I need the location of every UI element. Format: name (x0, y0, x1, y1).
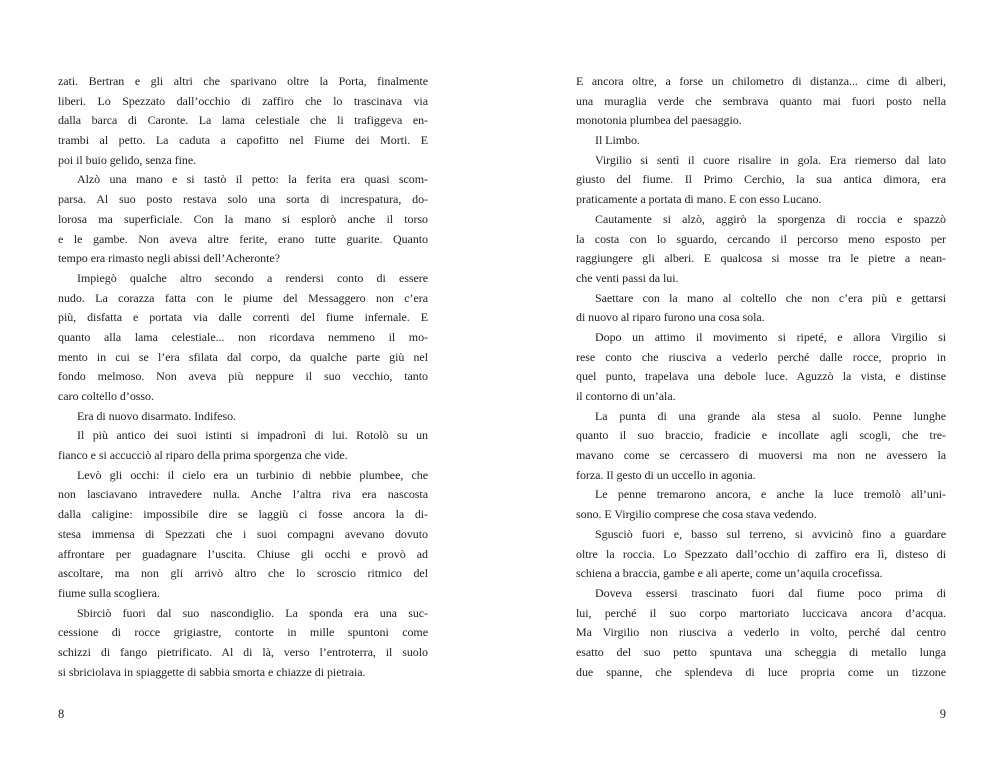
text-line: e le gambe. Non aveva altre ferite, erano tutte guarite. Quanto (58, 231, 428, 246)
text-line: La punta di una grande ala stesa al suolo. Penne lunghe (595, 408, 946, 423)
text-line: dalla caligine: impossibile dire se laggiù ci fosse ancora la di- (58, 507, 428, 522)
text-line: non lasciavano intravedere nulla. Anche l’altra riva era nascosta (58, 487, 428, 502)
text-line: Levò gli occhi: il cielo era un turbinio di nebbie plumbee, che (77, 467, 428, 482)
paragraph (58, 407, 428, 427)
paragraph (58, 426, 428, 465)
paragraph (576, 407, 946, 486)
text-line: ascoltare, ma non gli arrivò altro che lo scroscio ritmico del (58, 566, 428, 581)
paragraph (576, 328, 946, 407)
paragraph (58, 72, 428, 170)
text-line: due spanne, che splendeva di luce propria come un tizzone (576, 664, 946, 679)
text-line: Le penne tremarono ancora, e anche la luce tremolò all’uni- (595, 487, 946, 502)
text-line: Doveva essersi trascinato fuori dal fiume poco prima di (595, 585, 946, 600)
text-line: tempo era rimasto negli abissi dell’Acheronte? (58, 251, 280, 266)
page-number-left: 8 (58, 707, 65, 721)
paragraph (58, 466, 428, 604)
text-line: Saettare con la mano al coltello che non c’era più e gettarsi (595, 290, 946, 305)
text-line: lorosa ma superficiale. Con la mano si esplorò anche il torso (58, 211, 428, 226)
text-line: oltre la roccia. Lo Spezzato dall’occhio di zaffiro era lì, disteso di (576, 546, 946, 561)
text-line: che venti passi da lui. (576, 270, 679, 285)
text-line: parsa. Al suo posto restava solo una sorta di increspatura, do- (58, 192, 428, 207)
text-line: rese conto che riusciva a vederlo perché dalle rocce, proprio in (576, 349, 946, 364)
text-line: praticamente a portata di mano. E con esso Lucano. (576, 192, 822, 207)
paragraph (58, 170, 428, 268)
text-line: caro coltello d’osso. (58, 389, 154, 403)
text-line: mavano come se cercassero di muoversi ma non ne avessero la (576, 448, 946, 463)
paragraph (576, 210, 946, 289)
text-line: si sbriciolava in spiaggette di sabbia smorta e chiazze di pietraia. (58, 664, 366, 679)
text-line: Impiegò qualche altro secondo a rendersi conto di essere (77, 270, 428, 285)
text-line: una muraglia verde che sembrava quanto mai fuori posto nella (576, 93, 946, 108)
text-line: monotonia plumbea del paesaggio. (576, 113, 742, 128)
paragraph (576, 151, 946, 210)
text-line: la costa con lo sguardo, cercando il percorso meno esposto per (576, 231, 946, 246)
text-line: Cautamente si alzò, aggirò la sporgenza di roccia e spazzò (595, 211, 946, 226)
text-line: sono. E Virgilio comprese che cosa stava vedendo. (576, 507, 817, 522)
paragraph (576, 72, 946, 131)
text-line: zati. Bertran e gli altri che sparivano oltre la Porta, finalmente (58, 74, 428, 88)
text-line: trambi al petto. La caduta a capofitto nel Fiume dei Morti. E (58, 133, 428, 148)
text-line: più, disfatta e portata via dalle correnti del fiume infernale. E (58, 310, 428, 325)
text-line: raggiungere gli alberi. E qualcosa si mosse tra le pietre a nean- (576, 251, 946, 266)
text-line: liberi. Lo Spezzato dall’occhio di zaffiro che lo trascinava via (58, 93, 428, 108)
text-line: quel punto, trapelava una debole luce. Aguzzò la vista, e distinse (576, 369, 946, 384)
text-line: Il più antico dei suoi istinti si impadronì di lui. Rotolò su un (77, 428, 428, 443)
text-line: cessione di rocce grigiastre, contorte in mille spuntoni come (58, 625, 428, 640)
text-line: esatto del suo petto spuntava una scheggia di metallo lunga (576, 644, 946, 659)
text-line: fianco e si accucciò al riparo della prima sporgenza che vide. (58, 448, 348, 463)
paragraph (576, 131, 946, 151)
text-line: dalla barca di Caronte. La lama celestiale che li trafiggeva en- (58, 113, 428, 128)
text-line: Ma Virgilio non riusciva a vederlo in volto, perché dal centro (576, 625, 946, 640)
text-line: forza. Il gesto di un uccello in agonia. (576, 467, 756, 482)
text-line: quanto alla lama celestiale... non ricordava nemmeno il mo- (58, 329, 428, 344)
text-line: schiena a braccia, gambe e ali aperte, come un’aquila crocefissa. (576, 566, 883, 581)
text-line: Il Limbo. (595, 133, 640, 148)
text-line: di nuovo al riparo furono una cosa sola. (576, 310, 765, 325)
page-number-right: 9 (939, 707, 946, 721)
text-line: lui, perché il suo corpo martoriato luccicava ancora d’acqua. (576, 605, 946, 620)
text-line: poi il buio gelido, senza fine. (58, 152, 197, 167)
text-line: nudo. La corazza fatta con le piume del Messaggero non c’era (58, 290, 428, 305)
text-line: stesa immensa di Spezzati che i suoi compagni avevano dovuto (58, 526, 428, 541)
text-line: Sgusciò fuori e, basso sul terreno, si avvicinò fino a guardare (595, 526, 946, 541)
paragraph (576, 289, 946, 328)
paragraph (58, 604, 428, 683)
page-right (500, 0, 1000, 768)
page-left-text-column (58, 72, 428, 682)
text-line: giusto del fiume. Il Primo Cerchio, la sua antica dimora, era (576, 172, 946, 187)
text-line: fiume sulla scogliera. (58, 585, 160, 600)
text-line: Dopo un attimo il movimento si ripeté, e allora Virgilio si (595, 329, 946, 344)
paragraph (58, 269, 428, 407)
text-line: Virgilio si sentì il cuore risalire in gola. Era riemerso dal lato (595, 152, 946, 167)
text-line: quanto il suo braccio, fradicie e incollate agli scogli, che tre- (576, 428, 946, 443)
text-line: schizzi di fango pietrificato. Al di là, verso l’entroterra, il suolo (58, 644, 428, 659)
text-line: E ancora oltre, a forse un chilometro di distanza... cime di alberi, (576, 74, 946, 88)
text-line: Alzò una mano e si tastò il petto: la ferita era quasi scom- (77, 172, 428, 187)
text-line: fondo melmoso. Non aveva più neppure il suo vecchio, tanto (58, 369, 428, 384)
text-line: Era di nuovo disarmato. Indifeso. (77, 408, 236, 423)
text-line: il contorno di un’ala. (576, 389, 676, 403)
text-line: Sbirciò fuori dal suo nascondiglio. La sponda era una suc- (77, 605, 428, 620)
paragraph (576, 584, 946, 682)
text-line: mento in cui se l’era sfilata dal corpo, da qualche parte giù nel (58, 349, 428, 364)
paragraph (576, 485, 946, 524)
page-right-text-column (576, 72, 946, 682)
text-line: affrontare per guadagnare l’uscita. Chiuse gli occhi e provò ad (58, 546, 428, 561)
paragraph (576, 525, 946, 584)
